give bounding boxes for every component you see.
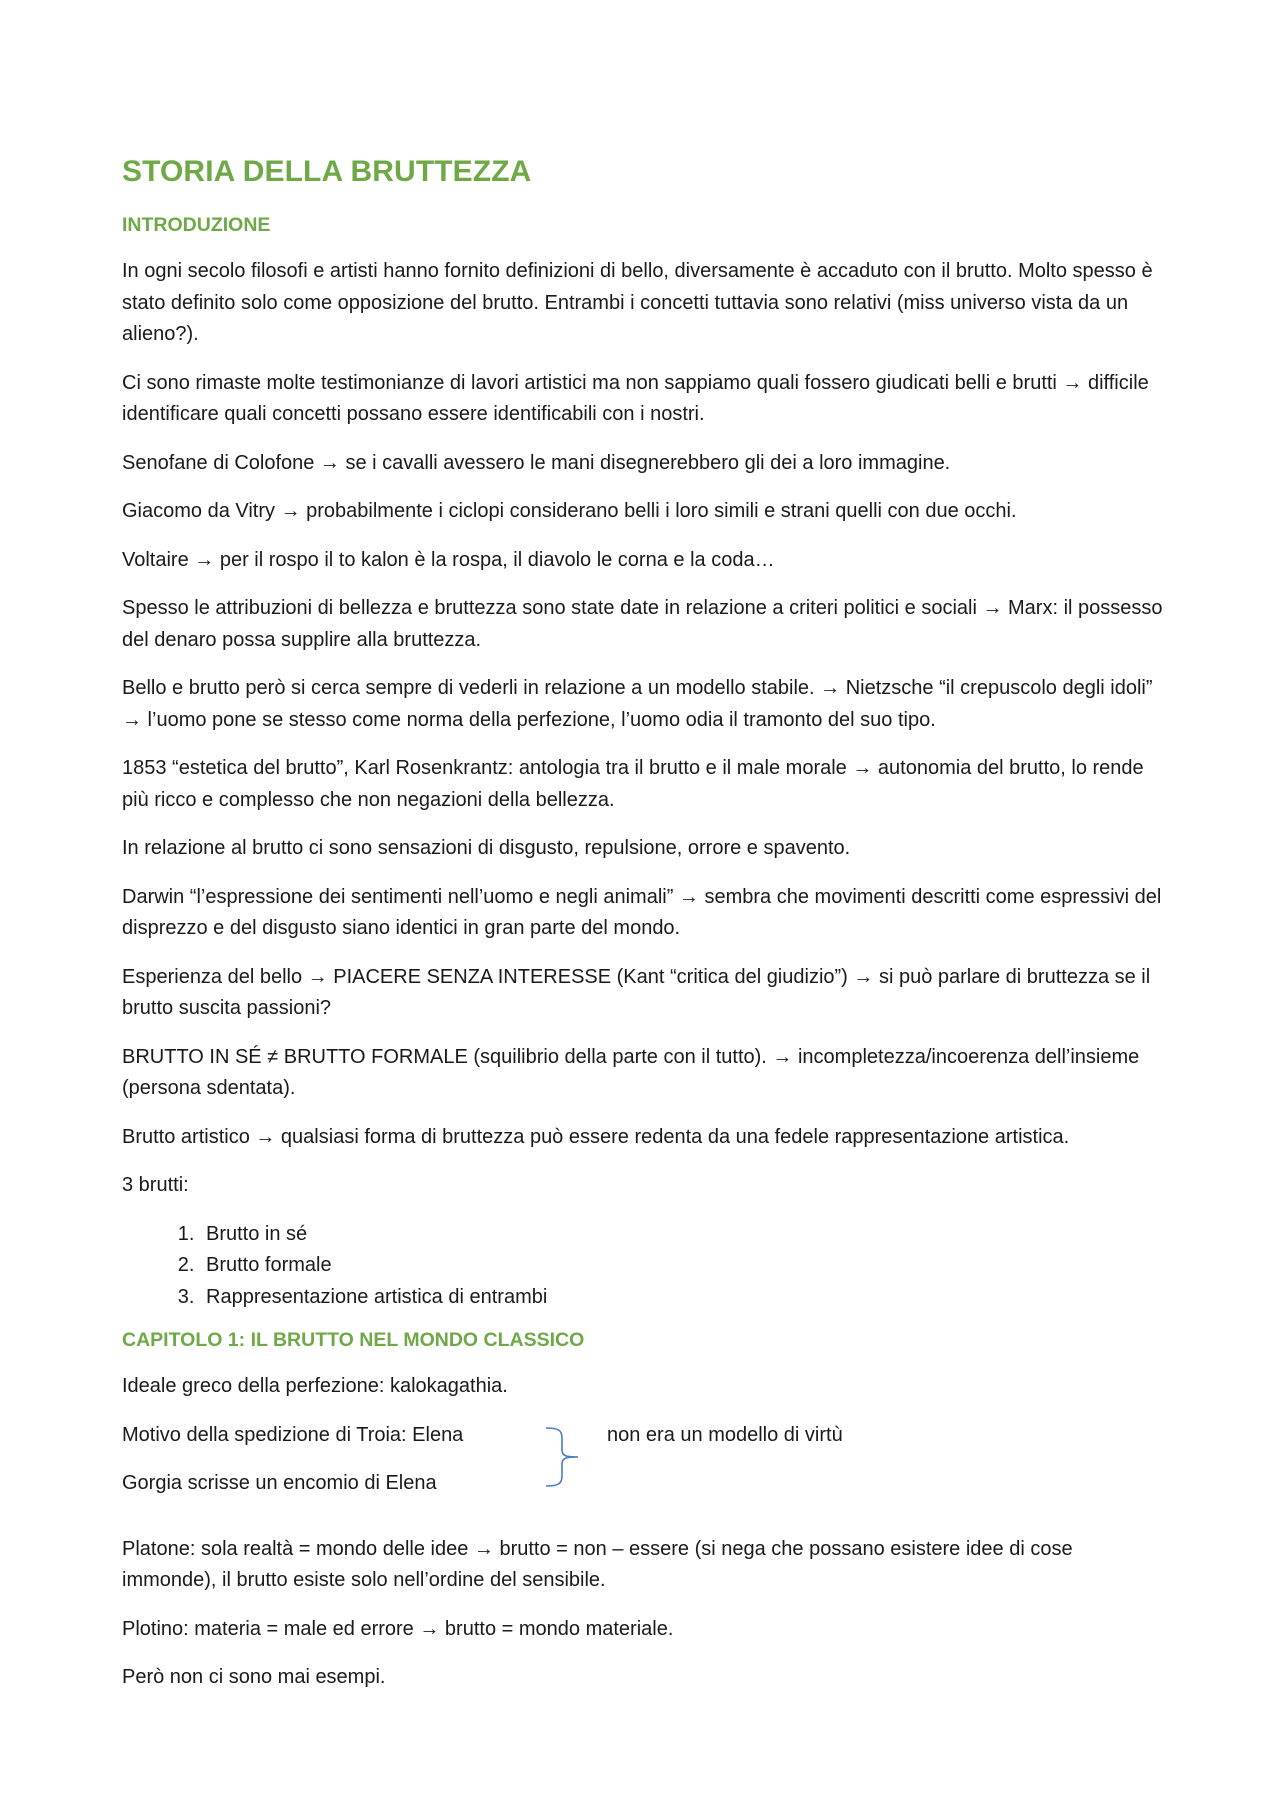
paragraph: Darwin “l’espressione dei sentimenti nell’uomo e negli animali” → sembra che movimenti descritti come espressivi del disprezzo e del disgusto siano identici in gran parte del mondo.	[122, 885, 1162, 939]
brace-left-line-2: Gorgia scrisse un encomio di Elena	[122, 1471, 437, 1494]
paragraph: Bello e brutto però si cerca sempre di vederli in relazione a un modello stabile. → Nietzsche “il crepuscolo degli idoli” → l’uomo pone se stesso come norma della perfezione, l’uomo odia il tramonto del suo tipo.	[122, 677, 1153, 731]
paragraph: Giacomo da Vitry → probabilmente i ciclopi considerano belli i loro simili e strani quelli con due occhi.	[122, 500, 1017, 522]
paragraph: Esperienza del bello → PIACERE SENZA INTERESSE (Kant “critica del giudizio”) → si può parlare di bruttezza se il brutto suscita passioni?	[122, 965, 1151, 1019]
paragraph: Voltaire → per il rospo il to kalon è la rospa, il diavolo le corna e la coda…	[122, 548, 775, 571]
numbered-list	[122, 1219, 1167, 1314]
paragraph: Ideale greco della perfezione: kalokagathia.	[122, 1375, 508, 1397]
document-title: STORIA DELLA BRUTTEZZA	[122, 155, 532, 188]
brace-right-text: non era un modello di virtù	[607, 1423, 843, 1446]
paragraph: 3 brutti:	[122, 1174, 189, 1196]
paragraph: Plotino: materia = male ed errore → brutto = mondo materiale.	[122, 1617, 674, 1640]
paragraph: Spesso le attribuzioni di bellezza e bruttezza sono state date in relazione a criteri politici e sociali → Marx: il possesso del denaro possa supplire alla bruttezza.	[122, 597, 1163, 651]
paragraph: Però non ci sono mai esempi.	[122, 1666, 386, 1688]
paragraph: In relazione al brutto ci sono sensazioni di disgusto, repulsione, orrore e spavento.	[122, 837, 851, 859]
section-heading-capitolo-1: CAPITOLO 1: IL BRUTTO NEL MONDO CLASSICO	[122, 1329, 585, 1351]
paragraph: In ogni secolo filosofi e artisti hanno fornito definizioni di bello, diversamente è accaduto con il brutto. Molto spesso è stato definito solo come opposizione del brutto. Entrambi i concetti tuttavia sono relativi (miss universo vista da un alieno?).	[122, 260, 1153, 345]
paragraph: BRUTTO IN SÉ ≠ BRUTTO FORMALE (squilibrio della parte con il tutto). → incompletezza/incoerenza dell’insieme (persona sdentata).	[122, 1045, 1140, 1099]
brace-left-line-1: Motivo della spedizione di Troia: Elena	[122, 1423, 464, 1446]
paragraph: 1853 “estetica del brutto”, Karl Rosenkrantz: antologia tra il brutto e il male morale → autonomia del brutto, lo rende più ricco e complesso che non negazioni della bellezza.	[122, 757, 1144, 811]
paragraph: Senofane di Colofone → se i cavalli avessero le mani disegnerebbero gli dei a loro immagine.	[122, 451, 951, 474]
list-item: 2. Brutto formale	[200, 1250, 1167, 1282]
document-page	[122, 152, 1167, 1711]
paragraph: Brutto artistico → qualsiasi forma di bruttezza può essere redenta da una fedele rappresentazione artistica.	[122, 1125, 1070, 1148]
list-item: 3. Rappresentazione artistica di entrambi	[200, 1282, 1167, 1314]
list-item: 1. Brutto in sé	[200, 1219, 1167, 1251]
section-heading-introduzione: INTRODUZIONE	[122, 214, 271, 236]
right-brace-icon	[544, 1426, 580, 1488]
paragraph: Platone: sola realtà = mondo delle idee → brutto = non – essere (si nega che possano esistere idee di cose immonde), il brutto esiste solo nell’ordine del sensibile.	[122, 1537, 1073, 1591]
brace-group	[122, 1420, 1167, 1520]
paragraph: Ci sono rimaste molte testimonianze di lavori artistici ma non sappiamo quali fossero giudicati belli e brutti → difficile identificare quali concetti possano essere identificabili con i nostri.	[122, 371, 1149, 425]
